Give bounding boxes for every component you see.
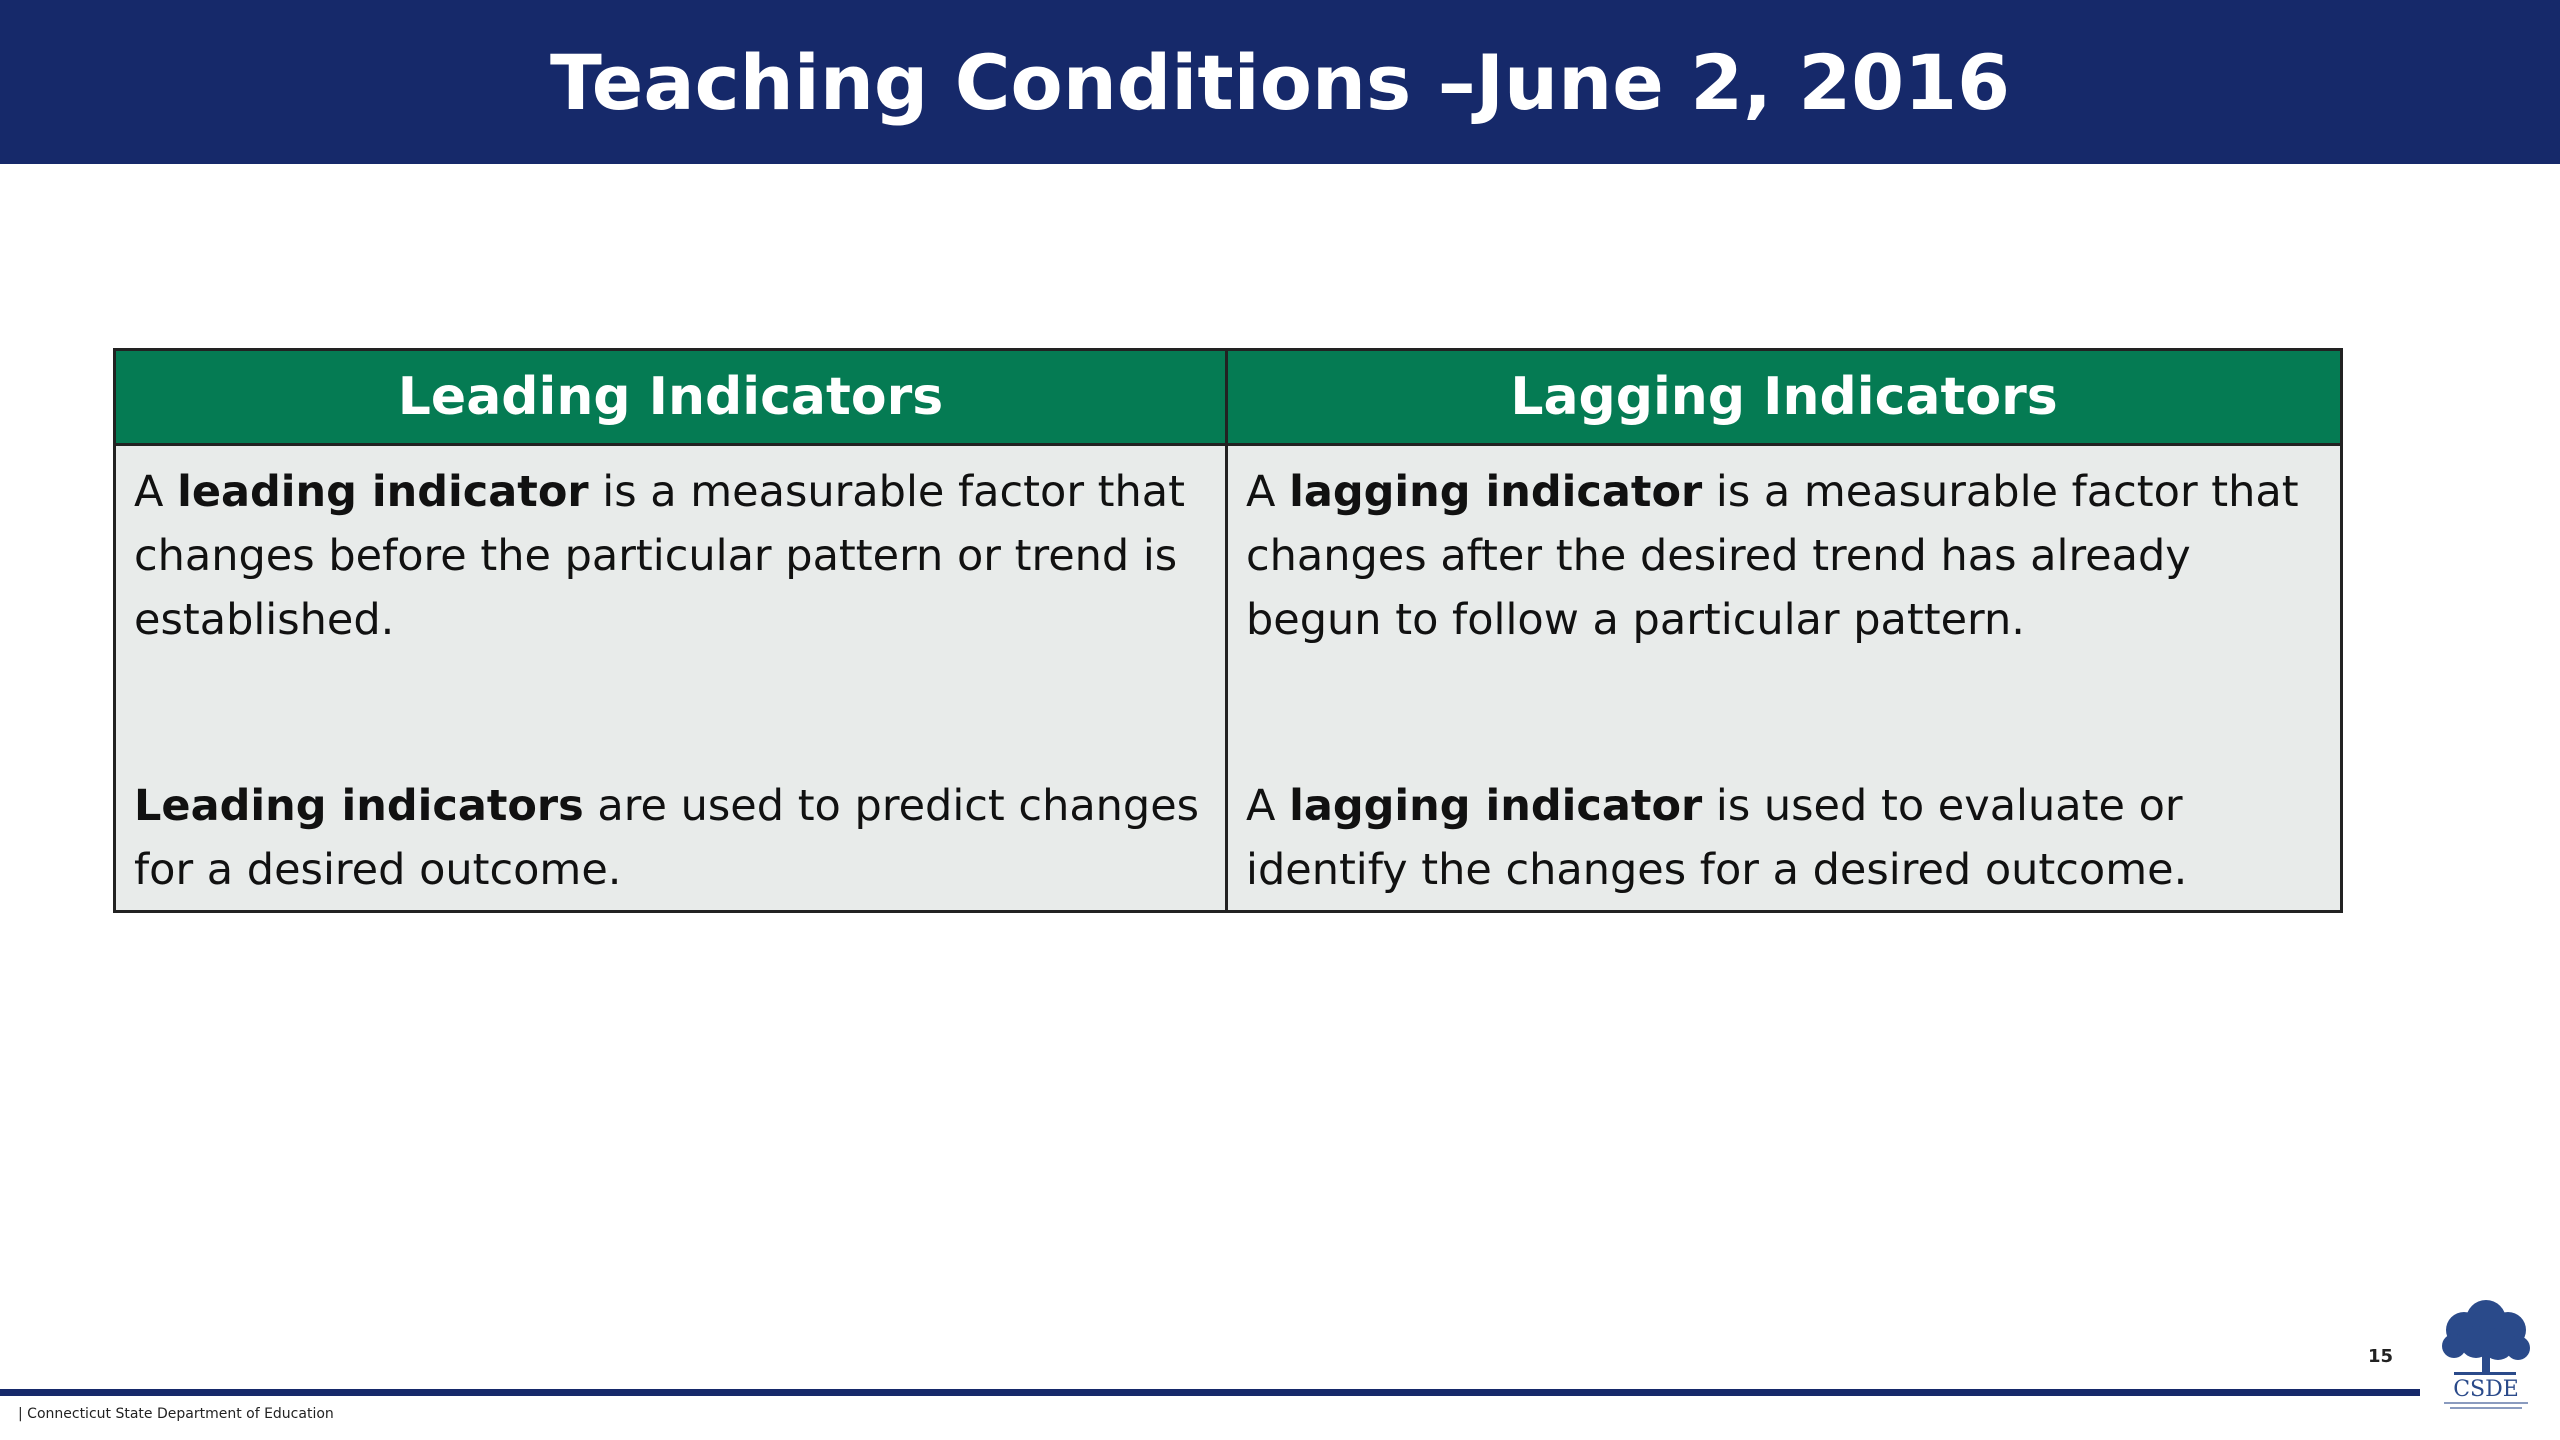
page-number: 15 — [2368, 1346, 2394, 1367]
lagging-usage-term: lagging indicator — [1289, 781, 1703, 831]
leading-definition — [134, 460, 1207, 652]
lagging-definition-pre: A — [1246, 467, 1290, 517]
lagging-definition-term: lagging indicator — [1289, 467, 1703, 517]
leading-usage — [134, 774, 1207, 902]
logo-text: CSDE — [2453, 1377, 2519, 1402]
lagging-usage-text: is used to evaluate or identify the changes for a desired outcome. — [1246, 781, 2188, 895]
title-bar — [0, 0, 2560, 164]
leading-cell — [115, 445, 1227, 912]
footer-rule — [0, 1389, 2420, 1396]
leading-cell-content — [134, 460, 1207, 902]
csde-logo — [2424, 1300, 2544, 1412]
lagging-definition-text: is a measurable factor that changes after the desired trend has already begun to follow a particular pattern. — [1246, 467, 2299, 645]
header-leading-indicators: Leading Indicators — [115, 350, 1227, 445]
lagging-cell-content — [1246, 460, 2322, 902]
lagging-usage-pre: A — [1246, 781, 1290, 831]
table-row — [115, 445, 2342, 912]
header-lagging-indicators: Lagging Indicators — [1227, 350, 2342, 445]
csde-tree-icon — [2424, 1300, 2544, 1412]
lagging-usage — [1246, 774, 2322, 902]
leading-definition-pre: A — [134, 467, 178, 517]
slide-title: Teaching Conditions –June 2, 2016 — [550, 37, 2010, 127]
leading-usage-term: Leading indicators — [134, 781, 584, 831]
table-header-row — [115, 350, 2342, 445]
leading-usage-text: are used to predict changes for a desired outcome. — [134, 781, 1200, 895]
leading-definition-term: leading indicator — [177, 467, 589, 517]
indicator-table — [113, 348, 2343, 913]
footer-text: | Connecticut State Department of Education — [18, 1406, 334, 1422]
lagging-definition — [1246, 460, 2322, 652]
leading-definition-text: is a measurable factor that changes before the particular pattern or trend is established. — [134, 467, 1185, 645]
lagging-cell — [1227, 445, 2342, 912]
